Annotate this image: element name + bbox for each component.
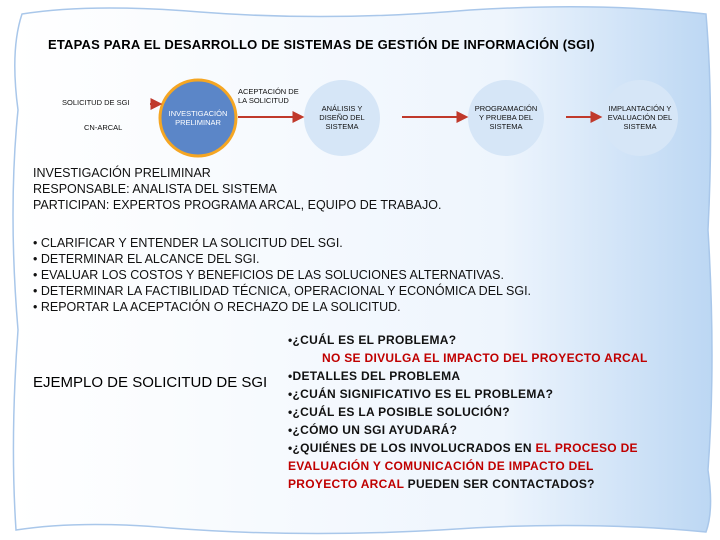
stage-label-line: INVESTIGACIÓN: [168, 109, 228, 118]
input-label-solicitud: SOLICITUD DE SGI: [62, 98, 130, 107]
page-title: ETAPAS PARA EL DESARROLLO DE SISTEMAS DE GESTIÓN DE INFORMACIÓN (SGI): [48, 37, 595, 52]
list-item: • CLARIFICAR Y ENTENDER LA SOLICITUD DEL SGI.: [33, 236, 343, 250]
question-highlight: EVALUACIÓN Y COMUNICACIÓN DE IMPACTO DEL: [288, 459, 594, 473]
section-info: [33, 165, 441, 213]
question-item: •¿CÓMO UN SGI AYUDARÁ?: [288, 423, 458, 437]
stage-label-investigacion: [160, 109, 236, 127]
stage-label-line: SISTEMA: [623, 122, 657, 131]
list-item: • DETERMINAR LA FACTIBILIDAD TÉCNICA, OPERACIONAL Y ECONÓMICA DEL SGI.: [33, 284, 532, 298]
stage-label-line: Y PRUEBA DEL: [478, 113, 534, 122]
question-item: •¿CUÁL ES LA POSIBLE SOLUCIÓN?: [288, 405, 510, 419]
participan-line: PARTICIPAN: EXPERTOS PROGRAMA ARCAL, EQUIPO DE TRABAJO.: [33, 198, 442, 212]
list-item: • EVALUAR LOS COSTOS Y BENEFICIOS DE LAS SOLUCIONES ALTERNATIVAS.: [33, 268, 504, 282]
example-label: EJEMPLO DE SOLICITUD DE SGI: [33, 374, 268, 391]
stage-label-line: EVALUACIÓN DEL: [607, 113, 673, 122]
question-item: •DETALLES DEL PROBLEMA: [288, 369, 461, 383]
stage-label-line: DISEÑO DEL: [319, 113, 365, 122]
question-item: •¿CUÁL ES EL PROBLEMA?: [288, 333, 457, 347]
input-label-cn-arcal: CN-ARCAL: [84, 123, 123, 132]
question-item: [288, 475, 708, 493]
question-text: •¿QUIÉNES DE LOS INVOLUCRADOS EN: [288, 441, 536, 455]
stage-label-programacion: [466, 104, 546, 131]
acceptance-label: [238, 87, 299, 105]
list-item: • DETERMINAR EL ALCANCE DEL SGI.: [33, 252, 260, 266]
question-highlight: PROYECTO ARCAL: [288, 477, 404, 491]
question-answer: NO SE DIVULGA EL IMPACTO DEL PROYECTO ARCAL: [322, 351, 648, 365]
section-heading: INVESTIGACIÓN PRELIMINAR: [33, 166, 211, 180]
question-text: PUEDEN SER CONTACTADOS?: [404, 477, 595, 491]
question-highlight: EL PROCESO DE: [535, 441, 638, 455]
stage-label-implantacion: [600, 104, 680, 131]
stage-label-line: SISTEMA: [489, 122, 523, 131]
questions-list: [288, 331, 708, 493]
question-item: •¿CUÁN SIGNIFICATIVO ES EL PROBLEMA?: [288, 387, 554, 401]
list-item: • REPORTAR LA ACEPTACIÓN O RECHAZO DE LA SOLICITUD.: [33, 300, 401, 314]
stage-label-analisis: [304, 104, 380, 131]
stage-label-line: SISTEMA: [325, 122, 359, 131]
acceptance-label-line: ACEPTACIÓN DE: [238, 87, 299, 96]
stage-label-line: ANÁLISIS Y: [321, 104, 363, 113]
responsable-line: RESPONSABLE: ANALISTA DEL SISTEMA: [33, 182, 277, 196]
bullet-list: [33, 235, 531, 315]
stage-label-line: PRELIMINAR: [175, 118, 221, 127]
question-item: [288, 439, 708, 457]
acceptance-label-line: LA SOLICITUD: [238, 96, 289, 105]
stage-label-line: PROGRAMACIÓN: [474, 104, 538, 113]
stage-label-line: IMPLANTACIÓN Y: [608, 104, 672, 113]
